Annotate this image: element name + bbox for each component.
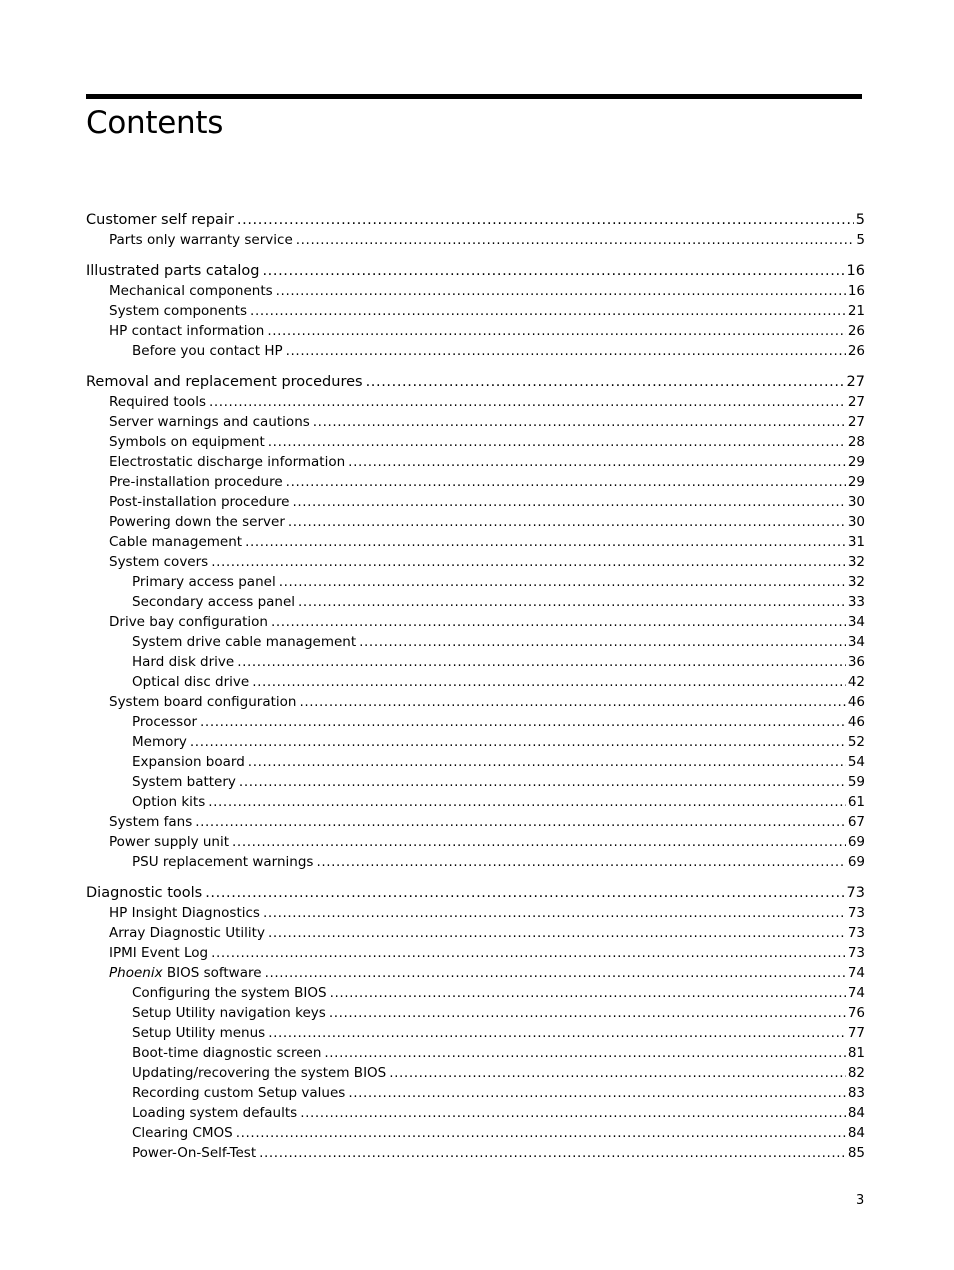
toc-entry-page: 36 — [847, 654, 865, 670]
toc-dot-leader — [259, 1143, 846, 1163]
toc-entry-page: 73 — [847, 945, 865, 961]
toc-entry-title: Recording custom Setup values — [132, 1085, 346, 1101]
toc-entry[interactable] — [86, 1143, 865, 1163]
toc-entry-page: 26 — [847, 323, 865, 339]
toc-entry[interactable] — [86, 321, 865, 341]
toc-dot-leader — [211, 552, 846, 572]
toc-entry[interactable] — [86, 652, 865, 672]
toc-entry[interactable] — [86, 472, 865, 492]
toc-entry[interactable] — [86, 492, 865, 512]
toc-dot-leader — [330, 983, 846, 1003]
toc-entry-title: PSU replacement warnings — [132, 854, 314, 870]
toc-entry[interactable] — [86, 210, 865, 230]
toc-dot-leader — [268, 923, 846, 943]
toc-entry[interactable] — [86, 301, 865, 321]
toc-dot-leader — [267, 321, 846, 341]
toc-entry[interactable] — [86, 903, 865, 923]
toc-entry-title: Power supply unit — [109, 834, 230, 850]
toc-entry-page: 27 — [846, 374, 865, 390]
toc-entry-title: Expansion board — [132, 754, 245, 770]
toc-dot-leader — [329, 1003, 846, 1023]
toc-entry-page: 73 — [847, 925, 865, 941]
toc-entry-title: Removal and replacement procedures — [86, 374, 363, 390]
toc-dot-leader — [348, 452, 846, 472]
toc-dot-leader — [288, 512, 846, 532]
title-rule — [86, 94, 862, 99]
toc-dot-leader — [313, 412, 846, 432]
toc-entry[interactable] — [86, 1063, 865, 1083]
toc-dot-leader — [205, 883, 844, 903]
toc-entry-page: 73 — [847, 905, 865, 921]
toc-dot-leader — [268, 1023, 846, 1043]
toc-entry-title: Memory — [132, 734, 187, 750]
toc-entry[interactable] — [86, 532, 865, 552]
toc-dot-leader — [200, 712, 846, 732]
toc-entry-title: Powering down the server — [109, 514, 285, 530]
toc-dot-leader — [316, 852, 845, 872]
toc-dot-leader — [245, 532, 846, 552]
page-title: Contents — [86, 105, 224, 141]
toc-dot-leader — [299, 692, 845, 712]
toc-entry-title: Post-installation procedure — [109, 494, 290, 510]
toc-dot-leader — [359, 632, 846, 652]
toc-entry-page: 34 — [847, 634, 865, 650]
toc-dot-leader — [248, 752, 846, 772]
toc-entry[interactable] — [86, 1103, 865, 1123]
toc-entry-title: Server warnings and cautions — [109, 414, 310, 430]
page-number: 3 — [856, 1193, 865, 1208]
toc-dot-leader — [298, 592, 846, 612]
toc-dot-leader — [348, 1083, 846, 1103]
toc-entry-title: Option kits — [132, 794, 206, 810]
toc-dot-leader — [190, 732, 846, 752]
toc-entry[interactable] — [86, 1043, 865, 1063]
toc-entry-page: 27 — [847, 394, 865, 410]
toc-entry-title: HP Insight Diagnostics — [109, 905, 260, 921]
toc-dot-leader — [208, 792, 846, 812]
toc-entry-title: Electrostatic discharge information — [109, 454, 346, 470]
toc-dot-leader — [271, 612, 846, 632]
toc-entry-page: 69 — [847, 834, 865, 850]
toc-entry-title: IPMI Event Log — [109, 945, 209, 961]
toc-entry-title: System components — [109, 303, 248, 319]
toc-entry-page: 83 — [847, 1085, 865, 1101]
toc-entry-title: Clearing CMOS — [132, 1125, 233, 1141]
toc-entry-page: 27 — [847, 414, 865, 430]
toc-entry[interactable] — [86, 1083, 865, 1103]
toc-entry[interactable] — [86, 752, 865, 772]
toc-entry-page: 16 — [846, 263, 865, 279]
toc-dot-leader — [300, 1103, 846, 1123]
toc-entry-title: Primary access panel — [132, 574, 276, 590]
toc-dot-leader — [232, 832, 846, 852]
toc-entry-title: Required tools — [109, 394, 206, 410]
toc-entry-title: System battery — [132, 774, 236, 790]
toc-entry-page: 74 — [847, 985, 865, 1001]
toc-entry-page: 29 — [847, 454, 865, 470]
toc-entry-title: Before you contact HP — [132, 343, 283, 359]
toc-entry-title: HP contact information — [109, 323, 265, 339]
toc-dot-leader — [265, 963, 846, 983]
toc-entry-page: 59 — [847, 774, 865, 790]
toc-dot-leader — [262, 261, 844, 281]
toc-entry-page: 32 — [847, 574, 865, 590]
toc-entry[interactable] — [86, 832, 865, 852]
toc-entry[interactable] — [86, 923, 865, 943]
toc-entry-page: 30 — [847, 514, 865, 530]
toc-entry[interactable] — [86, 230, 865, 250]
toc-entry[interactable] — [86, 1123, 865, 1143]
toc-entry-title: System drive cable management — [132, 634, 357, 650]
toc-entry[interactable] — [86, 372, 865, 392]
toc-dot-leader — [239, 772, 846, 792]
toc-entry-title: System covers — [109, 554, 209, 570]
toc-entry[interactable] — [86, 592, 865, 612]
table-of-contents — [86, 210, 865, 1163]
toc-entry-page: 82 — [847, 1065, 865, 1081]
toc-dot-leader — [195, 812, 846, 832]
toc-entry[interactable] — [86, 1023, 865, 1043]
toc-entry-title: Cable management — [109, 534, 243, 550]
toc-dot-leader — [286, 341, 846, 361]
toc-entry[interactable] — [86, 712, 865, 732]
toc-entry-title: System fans — [109, 814, 193, 830]
toc-entry-page: 21 — [847, 303, 865, 319]
toc-entry[interactable] — [86, 392, 865, 412]
toc-entry[interactable] — [86, 452, 865, 472]
toc-entry-title: Illustrated parts catalog — [86, 263, 260, 279]
toc-entry[interactable] — [86, 552, 865, 572]
toc-entry-page: 73 — [846, 885, 865, 901]
toc-entry-title: Symbols on equipment — [109, 434, 265, 450]
toc-entry-title-emphasis: Phoenix — [109, 965, 163, 981]
toc-entry[interactable] — [86, 341, 865, 361]
toc-entry-page: 5 — [855, 212, 865, 228]
toc-dot-leader — [236, 1123, 846, 1143]
toc-entry-title: Processor — [132, 714, 198, 730]
toc-entry[interactable] — [86, 432, 865, 452]
toc-dot-leader — [250, 301, 846, 321]
toc-entry[interactable] — [86, 281, 865, 301]
toc-dot-leader — [268, 432, 846, 452]
toc-entry[interactable] — [86, 732, 865, 752]
toc-entry[interactable] — [86, 852, 865, 872]
toc-dot-leader — [276, 281, 846, 301]
toc-entry[interactable] — [86, 672, 865, 692]
toc-entry-page: 69 — [847, 854, 865, 870]
toc-entry[interactable] — [86, 412, 865, 432]
toc-entry-page: 84 — [847, 1105, 865, 1121]
toc-entry-title: Array Diagnostic Utility — [109, 925, 265, 941]
toc-entry[interactable] — [86, 612, 865, 632]
toc-entry[interactable] — [86, 1003, 865, 1023]
toc-dot-leader — [389, 1063, 846, 1083]
toc-entry-page: 42 — [847, 674, 865, 690]
toc-entry-title: Optical disc drive — [132, 674, 250, 690]
toc-entry-page: 32 — [847, 554, 865, 570]
toc-entry[interactable] — [86, 943, 865, 963]
toc-entry-title: Setup Utility navigation keys — [132, 1005, 326, 1021]
toc-entry-page: 46 — [847, 714, 865, 730]
toc-entry[interactable] — [86, 983, 865, 1003]
toc-dot-leader — [237, 652, 846, 672]
toc-entry-page: 61 — [847, 794, 865, 810]
toc-entry-page: 26 — [847, 343, 865, 359]
toc-entry-page: 74 — [847, 965, 865, 981]
toc-entry-page: 84 — [847, 1125, 865, 1141]
toc-entry-page: 34 — [847, 614, 865, 630]
toc-entry-title: Setup Utility menus — [132, 1025, 266, 1041]
toc-dot-leader — [366, 372, 845, 392]
toc-entry[interactable] — [86, 692, 865, 712]
toc-entry-page: 77 — [847, 1025, 865, 1041]
toc-dot-leader — [292, 492, 845, 512]
toc-entry-title: Hard disk drive — [132, 654, 235, 670]
toc-entry[interactable] — [86, 963, 865, 983]
toc-entry-page: 67 — [847, 814, 865, 830]
toc-entry-title: Parts only warranty service — [109, 232, 293, 248]
toc-entry-title: Pre-installation procedure — [109, 474, 283, 490]
toc-entry-page: 54 — [847, 754, 865, 770]
toc-entry-page: 33 — [847, 594, 865, 610]
toc-entry-page: 16 — [847, 283, 865, 299]
toc-entry-title: Power-On-Self-Test — [132, 1145, 257, 1161]
toc-entry-page: 85 — [847, 1145, 865, 1161]
toc-entry-title: Drive bay configuration — [109, 614, 268, 630]
toc-dot-leader — [209, 392, 846, 412]
toc-entry[interactable] — [86, 812, 865, 832]
toc-entry[interactable] — [86, 572, 865, 592]
toc-entry-page: 29 — [847, 474, 865, 490]
toc-entry-title-rest: BIOS software — [162, 965, 262, 981]
toc-entry-title: Boot-time diagnostic screen — [132, 1045, 322, 1061]
toc-entry-title: Diagnostic tools — [86, 885, 203, 901]
toc-entry-title: System board configuration — [109, 694, 297, 710]
toc-entry-page: 76 — [847, 1005, 865, 1021]
toc-entry[interactable] — [86, 261, 865, 281]
toc-entry[interactable] — [86, 512, 865, 532]
toc-dot-leader — [286, 472, 846, 492]
toc-dot-leader — [279, 572, 846, 592]
toc-entry-title: Configuring the system BIOS — [132, 985, 327, 1001]
toc-entry[interactable] — [86, 792, 865, 812]
toc-entry-title: Mechanical components — [109, 283, 273, 299]
toc-dot-leader — [252, 672, 846, 692]
toc-entry[interactable] — [86, 883, 865, 903]
toc-dot-leader — [324, 1043, 845, 1063]
toc-entry-page: 52 — [847, 734, 865, 750]
toc-dot-leader — [211, 943, 846, 963]
toc-dot-leader — [237, 210, 854, 230]
toc-entry-page: 46 — [847, 694, 865, 710]
toc-entry-page: 31 — [847, 534, 865, 550]
toc-entry[interactable] — [86, 772, 865, 792]
toc-entry-title: Updating/recovering the system BIOS — [132, 1065, 387, 1081]
toc-entry-page: 5 — [856, 232, 865, 248]
toc-entry-title: Loading system defaults — [132, 1105, 298, 1121]
toc-entry-title: Customer self repair — [86, 212, 234, 228]
toc-entry-title — [109, 963, 262, 983]
toc-entry-page: 30 — [847, 494, 865, 510]
toc-entry-page: 28 — [847, 434, 865, 450]
toc-dot-leader — [296, 230, 855, 250]
toc-entry[interactable] — [86, 632, 865, 652]
toc-entry-page: 81 — [847, 1045, 865, 1061]
toc-entry-title: Secondary access panel — [132, 594, 296, 610]
toc-dot-leader — [263, 903, 846, 923]
